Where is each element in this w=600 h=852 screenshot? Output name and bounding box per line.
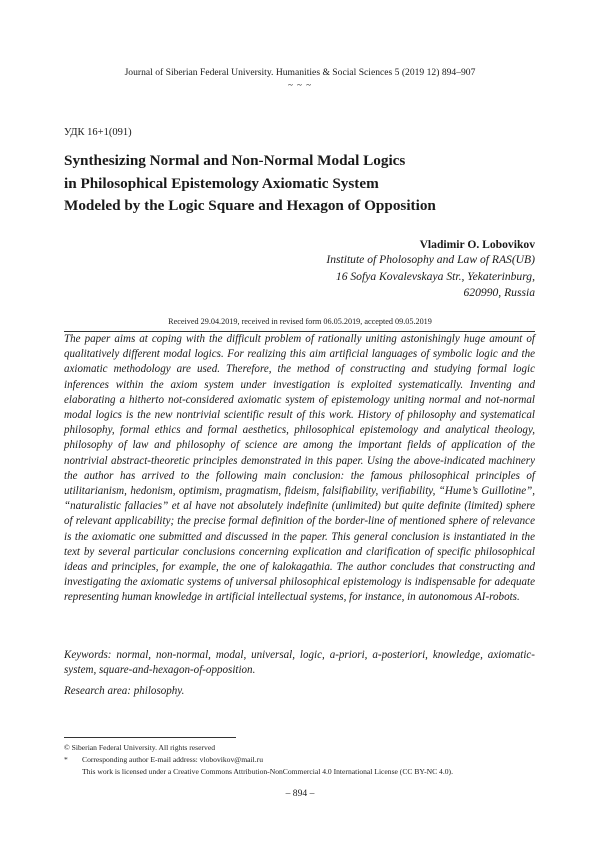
affiliation-line-2: 16 Sofya Kovalevskaya Str., Yekaterinburg, bbox=[335, 269, 535, 283]
title-line-3: Modeled by the Logic Square and Hexagon of Opposition bbox=[64, 197, 436, 214]
paper-title bbox=[64, 150, 544, 218]
title-line-2: in Philosophical Epistemology Axiomatic System bbox=[64, 174, 379, 192]
author-name: Vladimir O. Lobovikov bbox=[419, 238, 535, 251]
received-dates: Received 29.04.2019, received in revised form 06.05.2019, accepted 09.05.2019 bbox=[168, 317, 432, 326]
abstract-text: The paper aims at coping with the difficult problem of rationally uniting astonishingly huge amount of qualitatively different modal logics. For realizing this aim artificial languages of symbolic logic and the axiomatic methodology are used. Therefore, the method of constructing and studying formal logic inferences within the axiom system under investigation is exploited systematically. Inventing and elaborating a hitherto not-considered axiomatic system of epistemology uniting normal and not-normal modal logics is the new nontrivial scientific result of this work. History of philosophy and systematical philosophy, formal ethics and formal aesthetics, philosophical epistemology and analytical theology, philosophy of law and philosophy of science are among the important fields of application of the nontrivial abstract-theoretic principles demonstrated in this paper. Using the above-indicated machinery the author has arrived to the following main conclusion: the famous philosophical principles of utilitarianism, hedonism, optimism, pragmatism, fideism, falsifiability, verifiability, “Hume’s Guillotine”, “naturalistic fallacies” et al have not absolutely indefinite (unlimited) but quite definite (limited) sphere of relevant applicability; the precise formal definition of the border-line of mentioned sphere of relevance is the axiomatic one submitted and discussed in the paper. This general conclusion is instantiated in the text by several particular conclusions concerning explication and clarification of specific philosophical ideas and principles, for example, the one of kalokagathia. The author concludes that constructing and investigating the axiomatic systems of universal philosophical epistemology is indispensable for adequate representing human knowledge in artificial intellectual systems, for instance, in autonomous AI-robots. bbox=[64, 333, 535, 604]
affiliation-line-1: Institute of Pholosophy and Law of RAS(UB) bbox=[326, 253, 535, 266]
keywords: Keywords: normal, non-normal, modal, universal, logic, a-priori, a-posteriori, knowledge, axiomatic-system, square-and-hexagon-of-opposition. bbox=[64, 649, 535, 677]
asterisk-marker: * bbox=[64, 755, 68, 764]
corresponding-author-email: Corresponding author E-mail address: vlobovikov@mail.ru bbox=[82, 755, 263, 764]
udk-code: УДК 16+1(091) bbox=[64, 127, 132, 138]
author-affiliation bbox=[215, 252, 535, 302]
research-area: Research area: philosophy. bbox=[64, 685, 185, 697]
license-note: This work is licensed under a Creative Commons Attribution-NonCommercial 4.0 International License (CC BY-NC 4.0). bbox=[82, 767, 453, 776]
footnote-divider bbox=[64, 737, 236, 738]
affiliation-line-3: 620990, Russia bbox=[463, 286, 535, 299]
page-number: – 894 – bbox=[285, 788, 315, 799]
title-line-1: Synthesizing Normal and Non-Normal Modal Logics bbox=[64, 152, 406, 169]
header-ornament: ~ ~ ~ bbox=[287, 80, 313, 90]
copyright-note: © Siberian Federal University. All rights reserved bbox=[64, 743, 215, 752]
journal-header: Journal of Siberian Federal University. Humanities & Social Sciences 5 (2019 12) 894–907 bbox=[124, 67, 476, 78]
